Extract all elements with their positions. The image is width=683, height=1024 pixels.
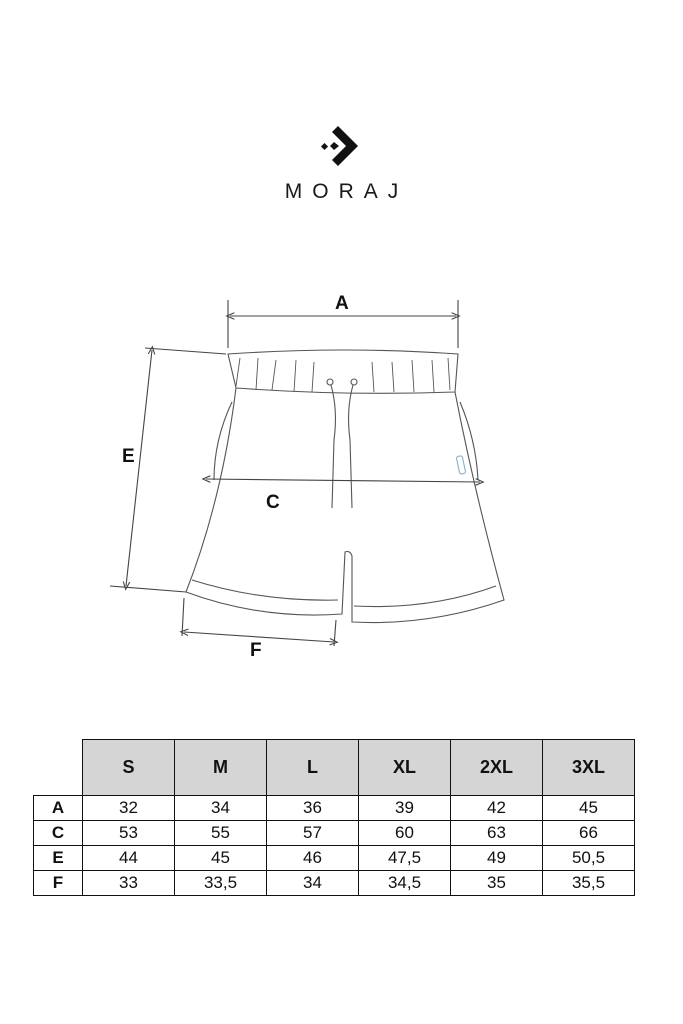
table-cell: 49 <box>451 846 543 871</box>
table-cell: 34 <box>267 871 359 896</box>
table-cell: 55 <box>175 821 267 846</box>
size-header: M <box>175 740 267 796</box>
table-cell: 46 <box>267 846 359 871</box>
shorts-measurement-diagram <box>0 280 683 680</box>
label-tag <box>456 456 466 475</box>
table-cell: 32 <box>83 796 175 821</box>
waistband-outline <box>228 350 458 393</box>
table-cell: 36 <box>267 796 359 821</box>
size-header: 3XL <box>543 740 635 796</box>
row-key: E <box>34 846 83 871</box>
table-cell: 33,5 <box>175 871 267 896</box>
hem-left <box>192 580 338 600</box>
size-header-row <box>34 740 635 796</box>
brand-name: MORAJ <box>284 180 409 203</box>
moraj-logo-icon <box>318 124 366 168</box>
row-key: C <box>34 821 83 846</box>
table-cell: 60 <box>359 821 451 846</box>
size-chart-table <box>33 739 635 896</box>
table-cell: 42 <box>451 796 543 821</box>
table-row <box>34 821 635 846</box>
size-header: L <box>267 740 359 796</box>
table-row <box>34 796 635 821</box>
hem-right <box>354 586 496 607</box>
table-row <box>34 846 635 871</box>
table-cell: 34 <box>175 796 267 821</box>
table-cell: 57 <box>267 821 359 846</box>
waistband-pleats <box>236 358 450 392</box>
table-cell: 34,5 <box>359 871 451 896</box>
table-cell: 53 <box>83 821 175 846</box>
measure-line-c <box>206 479 480 482</box>
table-corner <box>34 740 83 796</box>
pocket-right <box>460 402 478 480</box>
row-key: F <box>34 871 83 896</box>
table-cell: 50,5 <box>543 846 635 871</box>
size-header: S <box>83 740 175 796</box>
table-cell: 35 <box>451 871 543 896</box>
drawstring <box>331 385 353 508</box>
row-key: A <box>34 796 83 821</box>
label-e: E <box>122 446 135 467</box>
shorts-body-outline <box>186 388 504 623</box>
eyelet-left <box>327 379 333 385</box>
table-cell: 39 <box>359 796 451 821</box>
table-cell: 47,5 <box>359 846 451 871</box>
label-f: F <box>250 640 262 661</box>
table-cell: 63 <box>451 821 543 846</box>
size-header: 2XL <box>451 740 543 796</box>
measure-line-e <box>126 350 152 586</box>
table-cell: 35,5 <box>543 871 635 896</box>
size-header: XL <box>359 740 451 796</box>
label-a: A <box>335 293 349 314</box>
label-c: C <box>266 492 280 513</box>
table-cell: 45 <box>175 846 267 871</box>
table-cell: 44 <box>83 846 175 871</box>
table-cell: 45 <box>543 796 635 821</box>
table-row <box>34 871 635 896</box>
eyelet-right <box>351 379 357 385</box>
table-cell: 66 <box>543 821 635 846</box>
table-cell: 33 <box>83 871 175 896</box>
